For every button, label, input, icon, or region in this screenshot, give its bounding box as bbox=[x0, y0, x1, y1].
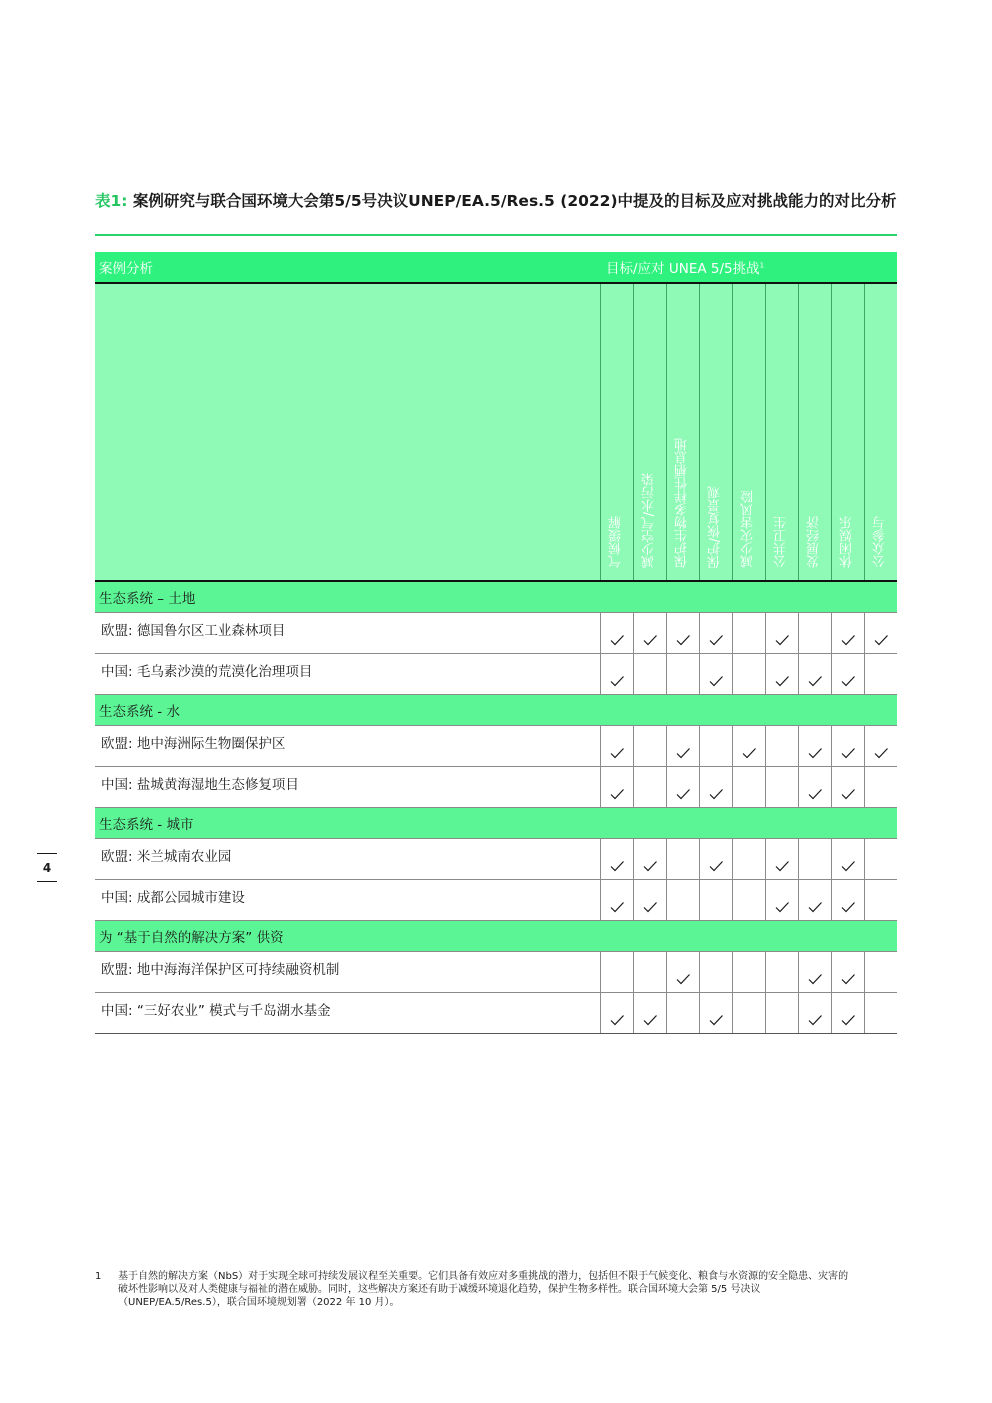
case-name: 中国: “三好农业” 模式与千岛湖水基金 bbox=[95, 993, 600, 1034]
column-header bbox=[831, 283, 864, 581]
goal-cell bbox=[699, 654, 732, 695]
goals-header-text: 目标/应对 UNEA 5/5挑战 bbox=[606, 261, 760, 277]
case-name: 中国: 毛乌素沙漠的荒漠化治理项目 bbox=[95, 654, 600, 695]
goal-cell bbox=[699, 952, 732, 993]
goal-cell bbox=[600, 767, 633, 808]
check-icon bbox=[807, 746, 823, 760]
goal-cell bbox=[600, 880, 633, 921]
case-name: 欧盟: 地中海海洋保护区可持续融资机制 bbox=[95, 952, 600, 993]
section-row bbox=[95, 695, 897, 726]
check-icon bbox=[774, 900, 790, 914]
goal-cell bbox=[666, 880, 699, 921]
goal-cell bbox=[864, 952, 897, 993]
check-icon bbox=[609, 746, 625, 760]
check-icon bbox=[708, 787, 724, 801]
comparison-table bbox=[95, 252, 897, 1034]
goal-cell bbox=[666, 654, 699, 695]
goal-cell bbox=[732, 839, 765, 880]
goal-cell bbox=[732, 880, 765, 921]
goal-cell bbox=[633, 613, 666, 654]
table-row bbox=[95, 613, 897, 654]
check-icon bbox=[873, 633, 889, 647]
case-name: 欧盟: 德国鲁尔区工业森林项目 bbox=[95, 613, 600, 654]
footnote bbox=[95, 1270, 855, 1309]
table-row bbox=[95, 952, 897, 993]
page-number bbox=[37, 853, 57, 882]
column-header bbox=[633, 283, 666, 581]
goal-cell bbox=[633, 767, 666, 808]
check-icon bbox=[642, 859, 658, 873]
goal-cell bbox=[765, 993, 798, 1034]
goal-cell bbox=[633, 839, 666, 880]
goal-cell bbox=[765, 613, 798, 654]
goal-cell bbox=[864, 839, 897, 880]
section-title: 生态系统 – 土地 bbox=[95, 581, 897, 613]
goal-cell bbox=[633, 880, 666, 921]
goal-cell bbox=[864, 726, 897, 767]
section-row bbox=[95, 581, 897, 613]
table-row bbox=[95, 880, 897, 921]
check-icon bbox=[840, 859, 856, 873]
goal-cell bbox=[699, 880, 732, 921]
page-number-text: 4 bbox=[42, 861, 52, 875]
check-icon bbox=[708, 859, 724, 873]
check-icon bbox=[609, 674, 625, 688]
column-header-row bbox=[95, 283, 897, 581]
table-row bbox=[95, 726, 897, 767]
goal-cell bbox=[633, 993, 666, 1034]
case-name: 中国: 盐城黄海湿地生态修复项目 bbox=[95, 767, 600, 808]
check-icon bbox=[840, 972, 856, 986]
column-header bbox=[666, 283, 699, 581]
goal-cell bbox=[699, 767, 732, 808]
goal-cell bbox=[798, 952, 831, 993]
goal-cell bbox=[831, 952, 864, 993]
check-icon bbox=[708, 674, 724, 688]
goal-cell bbox=[798, 613, 831, 654]
check-icon bbox=[774, 674, 790, 688]
table-top-header bbox=[95, 252, 897, 283]
goal-cell bbox=[864, 613, 897, 654]
goal-cell bbox=[732, 993, 765, 1034]
column-header bbox=[864, 283, 897, 581]
goal-cell bbox=[666, 952, 699, 993]
section-row bbox=[95, 921, 897, 952]
column-header-label: 公共卫生 bbox=[774, 516, 789, 568]
column-header bbox=[732, 283, 765, 581]
goal-cell bbox=[798, 993, 831, 1034]
check-icon bbox=[741, 746, 757, 760]
goal-cell bbox=[600, 993, 633, 1034]
goal-cell bbox=[831, 839, 864, 880]
goal-cell bbox=[666, 839, 699, 880]
table-row bbox=[95, 654, 897, 695]
goal-cell bbox=[732, 654, 765, 695]
goal-cell bbox=[831, 767, 864, 808]
title-divider bbox=[95, 234, 897, 236]
goal-cell bbox=[831, 613, 864, 654]
column-header-label: 发展经济 bbox=[807, 516, 822, 568]
check-icon bbox=[675, 633, 691, 647]
check-icon bbox=[807, 1013, 823, 1027]
check-icon bbox=[840, 633, 856, 647]
footnote-mark: 1 bbox=[95, 1271, 102, 1282]
column-header bbox=[798, 283, 831, 581]
goal-cell bbox=[864, 993, 897, 1034]
check-icon bbox=[807, 972, 823, 986]
column-header bbox=[699, 283, 732, 581]
goal-cell bbox=[732, 952, 765, 993]
goal-cell bbox=[732, 767, 765, 808]
goal-cell bbox=[798, 880, 831, 921]
table-row bbox=[95, 839, 897, 880]
goal-cell bbox=[798, 767, 831, 808]
goal-cell bbox=[798, 654, 831, 695]
check-icon bbox=[840, 787, 856, 801]
table-row bbox=[95, 993, 897, 1034]
goal-cell bbox=[798, 726, 831, 767]
check-icon bbox=[840, 900, 856, 914]
column-header-label: 休闲娱乐 bbox=[840, 516, 855, 568]
column-header-label: 减少灾害风险 bbox=[741, 490, 756, 568]
case-name: 欧盟: 米兰城南农业园 bbox=[95, 839, 600, 880]
check-icon bbox=[807, 674, 823, 688]
goal-cell bbox=[633, 654, 666, 695]
goal-cell bbox=[798, 839, 831, 880]
goal-cell bbox=[666, 993, 699, 1034]
check-icon bbox=[675, 972, 691, 986]
check-icon bbox=[609, 787, 625, 801]
goal-cell bbox=[633, 726, 666, 767]
check-icon bbox=[708, 633, 724, 647]
column-header-label: 气候缓解 bbox=[609, 516, 624, 568]
check-icon bbox=[609, 1013, 625, 1027]
page-number-rule-bottom bbox=[37, 881, 57, 882]
goal-cell bbox=[864, 880, 897, 921]
check-icon bbox=[609, 859, 625, 873]
check-icon bbox=[807, 900, 823, 914]
section-row bbox=[95, 808, 897, 839]
check-icon bbox=[708, 1013, 724, 1027]
goal-cell bbox=[765, 654, 798, 695]
goal-cell bbox=[666, 726, 699, 767]
goal-cell bbox=[666, 613, 699, 654]
check-icon bbox=[840, 746, 856, 760]
goal-cell bbox=[864, 654, 897, 695]
goal-cell bbox=[600, 726, 633, 767]
goal-cell bbox=[666, 767, 699, 808]
column-header-label: 保护生物多样性栖息地 bbox=[675, 438, 690, 568]
check-icon bbox=[642, 900, 658, 914]
check-icon bbox=[840, 1013, 856, 1027]
goal-cell bbox=[732, 613, 765, 654]
goal-cell bbox=[765, 767, 798, 808]
goal-cell bbox=[699, 839, 732, 880]
table-title-text: 案例研究与联合国环境大会第5/5号决议UNEP/EA.5/Res.5 (2022)中提及的目标及应对挑战能力的对比分析 bbox=[132, 192, 897, 210]
case-header: 案例分析 bbox=[95, 252, 600, 283]
goals-header bbox=[600, 252, 897, 283]
check-icon bbox=[807, 787, 823, 801]
column-header bbox=[600, 283, 633, 581]
table-number: 表1: bbox=[95, 192, 128, 210]
check-icon bbox=[840, 674, 856, 688]
case-name: 中国: 成都公园城市建设 bbox=[95, 880, 600, 921]
goal-cell bbox=[600, 613, 633, 654]
goal-cell bbox=[699, 613, 732, 654]
check-icon bbox=[774, 859, 790, 873]
section-title: 为 “基于自然的解决方案” 供资 bbox=[95, 921, 897, 952]
table-row bbox=[95, 767, 897, 808]
goal-cell bbox=[765, 726, 798, 767]
goals-header-footnote-ref: 1 bbox=[759, 261, 765, 270]
goal-cell bbox=[831, 654, 864, 695]
goal-cell bbox=[732, 726, 765, 767]
goal-cell bbox=[600, 654, 633, 695]
column-header bbox=[765, 283, 798, 581]
check-icon bbox=[675, 746, 691, 760]
section-title: 生态系统 - 水 bbox=[95, 695, 897, 726]
check-icon bbox=[675, 787, 691, 801]
goal-cell bbox=[633, 952, 666, 993]
check-icon bbox=[609, 900, 625, 914]
goal-cell bbox=[600, 952, 633, 993]
goal-cell bbox=[831, 726, 864, 767]
goal-cell bbox=[699, 726, 732, 767]
goal-cell bbox=[600, 839, 633, 880]
goal-cell bbox=[765, 952, 798, 993]
column-header-label: 保护/恢复景观 bbox=[708, 485, 723, 568]
goal-cell bbox=[864, 767, 897, 808]
footnote-text: 基于自然的解决方案（NbS）对于实现全球可持续发展议程至关重要。它们具备有效应对多重挑战的潜力，包括但不限于气候变化、粮食与水资源的安全隐患、灾害的破坏性影响以及对人类健康与福祉的潜在威胁。同时，这些解决方案还有助于减缓环境退化趋势，保护生物多样性。联合国环境大会第 5/5 号决议（UNEP/EA.5/Res.5），联合国环境规划署（2022 年 10 月）。 bbox=[118, 1271, 849, 1308]
column-header-label: 公众参与 bbox=[873, 516, 889, 568]
goal-cell bbox=[765, 880, 798, 921]
check-icon bbox=[873, 746, 889, 760]
check-icon bbox=[774, 633, 790, 647]
section-title: 生态系统 - 城市 bbox=[95, 808, 897, 839]
table-title bbox=[95, 192, 900, 211]
goal-cell bbox=[765, 839, 798, 880]
column-header-spacer bbox=[95, 283, 600, 581]
check-icon bbox=[609, 633, 625, 647]
goal-cell bbox=[699, 993, 732, 1034]
check-icon bbox=[642, 1013, 658, 1027]
goal-cell bbox=[831, 880, 864, 921]
goal-cell bbox=[831, 993, 864, 1034]
check-icon bbox=[642, 633, 658, 647]
case-name: 欧盟: 地中海洲际生物圈保护区 bbox=[95, 726, 600, 767]
column-header-label: 减少空气/水污染 bbox=[642, 472, 657, 568]
